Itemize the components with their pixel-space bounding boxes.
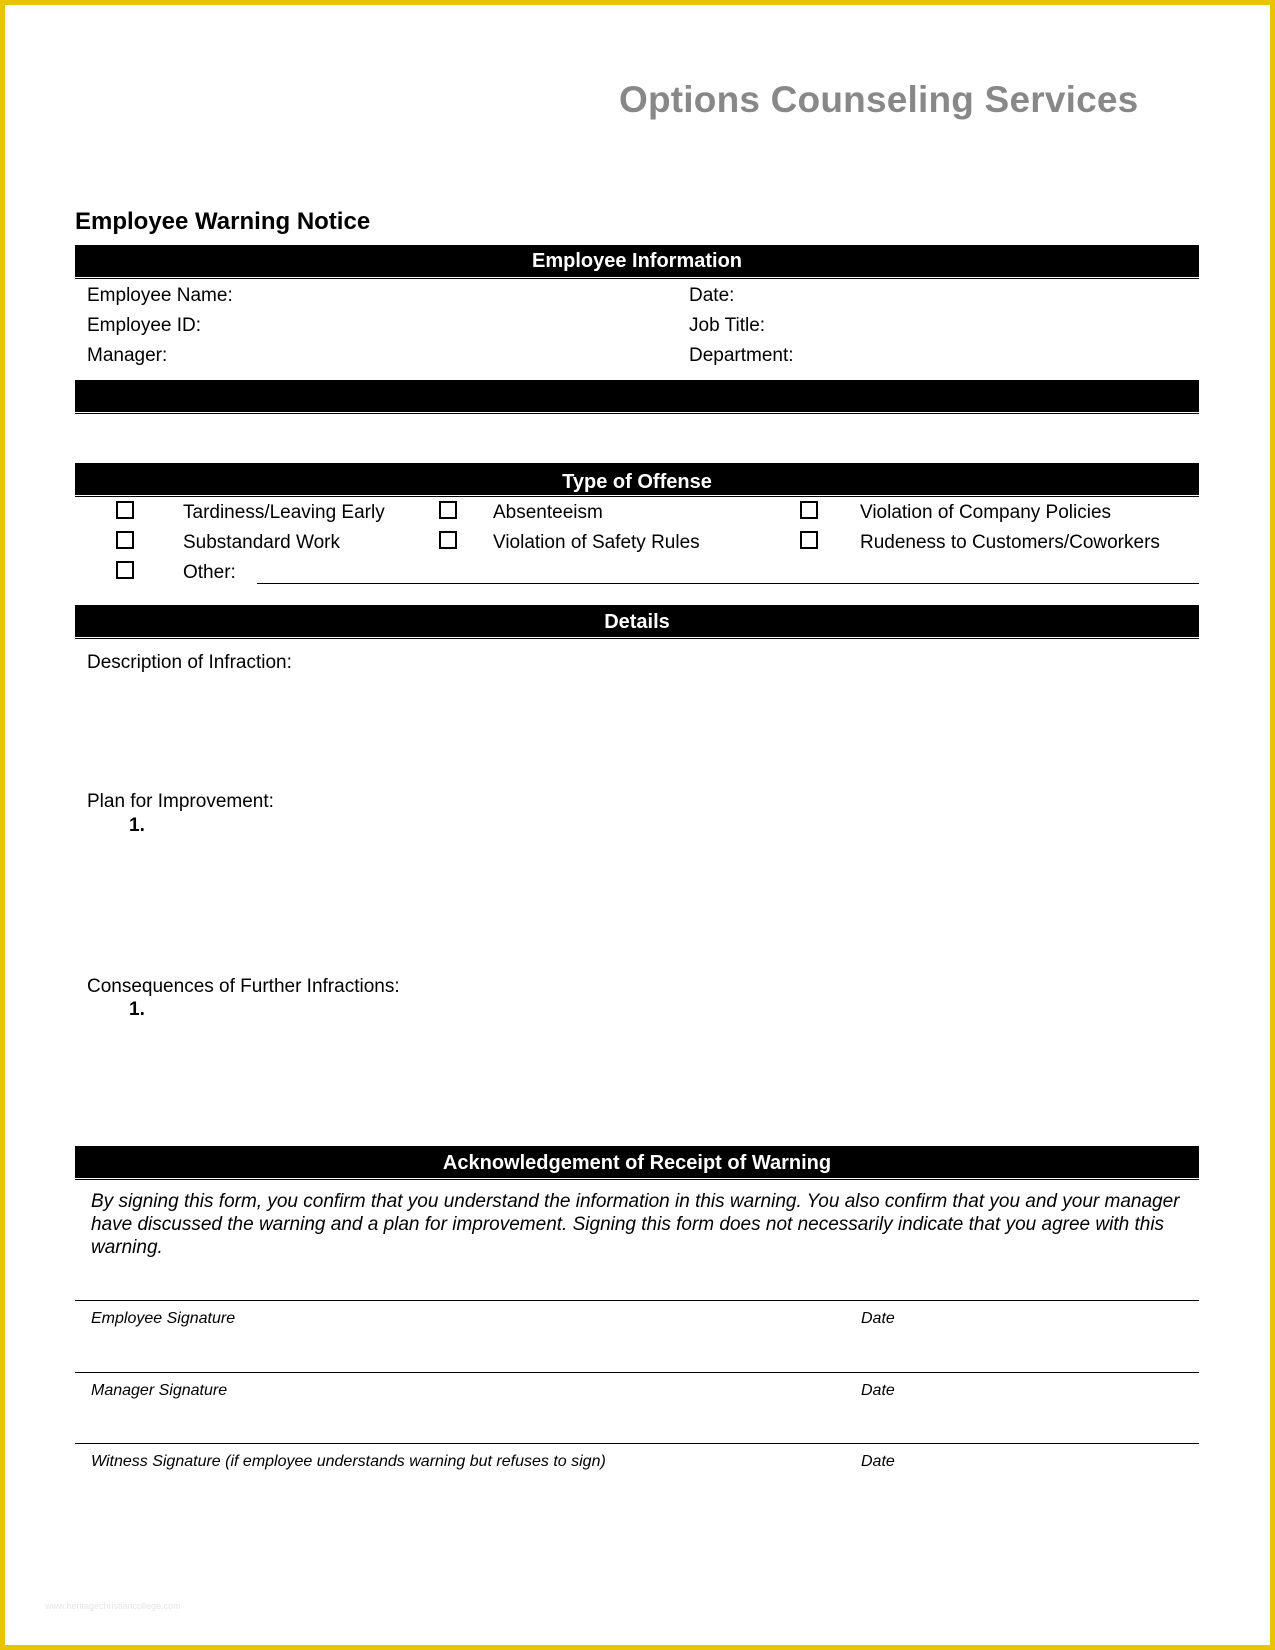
job-title-label: Job Title: — [689, 315, 766, 336]
other-input-line[interactable] — [257, 583, 1199, 584]
consequences-item-number: 1. — [129, 999, 145, 1020]
details-header: Details — [75, 605, 1199, 635]
offense-label-other: Other: — [183, 562, 236, 583]
employee-signature-label: Employee Signature — [91, 1310, 236, 1327]
employee-signature-line[interactable] — [75, 1300, 1199, 1301]
manager-signature-date-label: Date — [861, 1382, 895, 1399]
type-of-offense-header: Type of Offense — [75, 463, 1199, 493]
witness-signature-line[interactable] — [75, 1443, 1199, 1444]
offense-label-substandard-work: Substandard Work — [183, 532, 341, 553]
plan-item-number: 1. — [129, 815, 145, 836]
offense-label-violation-safety-rules: Violation of Safety Rules — [493, 532, 700, 553]
company-name: Options Counseling Services — [619, 79, 1139, 120]
checkbox-substandard-work[interactable] — [116, 531, 134, 549]
form-title: Employee Warning Notice — [75, 208, 371, 235]
plan-for-improvement-label: Plan for Improvement: — [87, 791, 274, 812]
checkbox-absenteeism[interactable] — [439, 501, 457, 519]
offense-label-violation-company-policies: Violation of Company Policies — [860, 502, 1112, 523]
checkbox-tardiness[interactable] — [116, 501, 134, 519]
offense-label-tardiness: Tardiness/Leaving Early — [183, 502, 385, 523]
checkbox-violation-safety-rules[interactable] — [439, 531, 457, 549]
manager-label: Manager: — [87, 345, 168, 366]
employee-name-label: Employee Name: — [87, 285, 233, 306]
watermark-text: www.heritagechristiancollege.com — [45, 1601, 181, 1611]
department-label: Department: — [689, 345, 794, 366]
offense-label-rudeness: Rudeness to Customers/Coworkers — [860, 532, 1160, 553]
witness-signature-date-label: Date — [861, 1453, 895, 1470]
employee-signature-date-label: Date — [861, 1310, 895, 1327]
date-label: Date: — [689, 285, 735, 306]
manager-signature-line[interactable] — [75, 1372, 1199, 1373]
checkbox-rudeness[interactable] — [800, 531, 818, 549]
employee-information-header: Employee Information — [75, 245, 1199, 275]
manager-signature-label: Manager Signature — [91, 1382, 228, 1399]
checkbox-violation-company-policies[interactable] — [800, 501, 818, 519]
checkbox-other[interactable] — [116, 561, 134, 579]
consequences-label: Consequences of Further Infractions: — [87, 976, 400, 997]
offense-label-absenteeism: Absenteeism — [493, 502, 603, 523]
witness-signature-label: Witness Signature (if employee understands warning but refuses to sign) — [91, 1453, 606, 1470]
acknowledgement-statement: By signing this form, you confirm that you understand the information in this warning. You also confirm that you and your manager have discussed the warning and a plan for improvement. Signing this form does not necessarily indicate that you agree with this warning. — [91, 1191, 1180, 1258]
description-of-infraction-label: Description of Infraction: — [87, 652, 292, 673]
section-divider-bar — [75, 380, 1199, 410]
acknowledgement-header: Acknowledgement of Receipt of Warning — [75, 1146, 1199, 1176]
employee-id-label: Employee ID: — [87, 315, 202, 336]
